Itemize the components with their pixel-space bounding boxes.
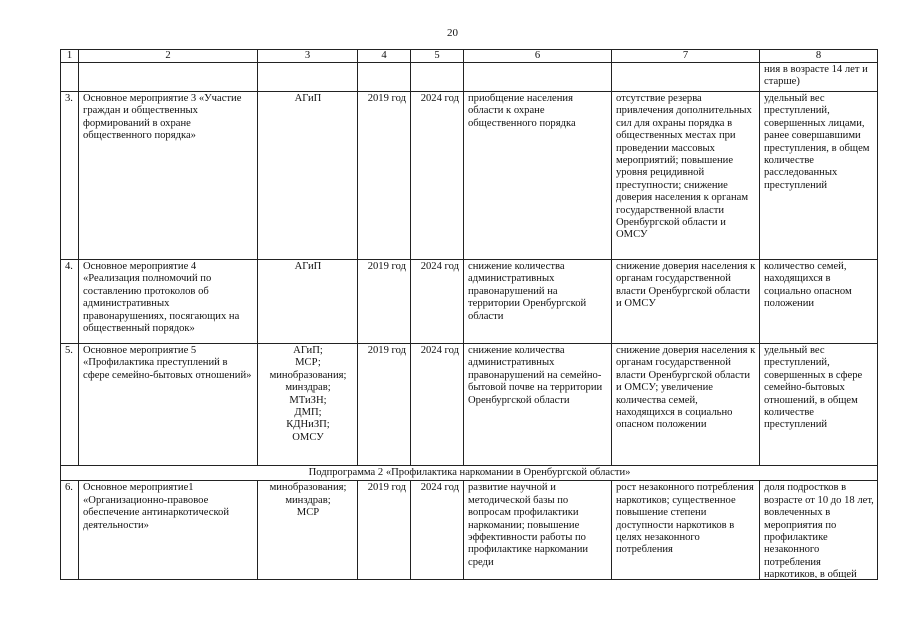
- start-year: 2019 год: [358, 344, 411, 466]
- column-header: 1: [61, 50, 79, 63]
- expected-result: снижение количества административных правонарушений на территории Оренбургской области: [464, 260, 612, 344]
- row-number: 6.: [61, 481, 79, 580]
- activities-table: [60, 49, 878, 580]
- executor: АГиП: [258, 92, 358, 260]
- activity-name: Основное мероприятие 3 «Участие граждан и общественных формирований в охране общественного порядка»: [79, 92, 258, 260]
- continuation-row: [61, 63, 878, 92]
- column-header: 5: [411, 50, 464, 63]
- expected-result: развитие научной и методической базы по вопросам профилактики наркомании; повышение эффективности работы по профилактике наркомании среди: [464, 481, 612, 580]
- start-year: 2019 год: [358, 260, 411, 344]
- indicator-cell: ния в возрасте 14 лет и старше): [760, 63, 878, 92]
- column-header: 6: [464, 50, 612, 63]
- consequences: снижение доверия населения к органам государственной власти Оренбургской области и ОМСУ; увеличение количества семей, находящихся в социально опасном положении: [612, 344, 760, 466]
- indicator: количество семей, находящихся в социально опасном положении: [760, 260, 878, 344]
- page-number: 20: [447, 27, 458, 39]
- column-number-row: [61, 50, 878, 63]
- executor: минобразования; минздрав; МСР: [258, 481, 358, 580]
- indicator: удельный вес преступлений, совершенных лицами, ранее совершавшими преступления, в общем количестве расследованных преступлений: [760, 92, 878, 260]
- column-header: 3: [258, 50, 358, 63]
- consequences: рост незаконного потребления наркотиков; существенное повышение степени доступности наркотиков в целях незаконного потребления: [612, 481, 760, 580]
- expected-result: снижение количества административных правонарушений на семейно-бытовой почве на территории Оренбургской области: [464, 344, 612, 466]
- table-row: [61, 481, 878, 580]
- row-number: 4.: [61, 260, 79, 344]
- indicator: доля подростков в возрасте от 10 до 18 лет, вовлеченных в мероприятия по профилактике незаконного потребления наркотиков, в общей: [760, 481, 878, 580]
- row-number: 5.: [61, 344, 79, 466]
- activity-name: Основное мероприятие1 «Организационно-правовое обеспечение антинаркотической деятельности»: [79, 481, 258, 580]
- end-year: 2024 год: [411, 481, 464, 580]
- activity-name: Основное мероприятие 4 «Реализация полномочий по составлению протоколов об административных правонарушениях, посягающих на общественный порядок»: [79, 260, 258, 344]
- end-year: 2024 год: [411, 344, 464, 466]
- consequences: снижение доверия населения к органам государственной власти Оренбургской области и ОМСУ: [612, 260, 760, 344]
- column-header: 7: [612, 50, 760, 63]
- executor: АГиП; МСР; минобразования; минздрав; МТиЗН; ДМП; КДНиЗП; ОМСУ: [258, 344, 358, 466]
- subprogram-title: Подпрограмма 2 «Профилактика наркомании в Оренбургской области»: [61, 466, 878, 481]
- table-row: [61, 92, 878, 260]
- consequences: отсутствие резерва привлечения дополнительных сил для охраны порядка в общественных местах при проведении массовых мероприятий; повышение уровня рецидивной преступности; снижение доверия населения к органам государственной власти Оренбургской области и ОМСУ: [612, 92, 760, 260]
- start-year: 2019 год: [358, 92, 411, 260]
- activity-name: Основное мероприятие 5 «Профилактика преступлений в сфере семейно-бытовых отношений»: [79, 344, 258, 466]
- column-header: 8: [760, 50, 878, 63]
- end-year: 2024 год: [411, 260, 464, 344]
- table-row: [61, 260, 878, 344]
- column-header: 4: [358, 50, 411, 63]
- indicator: удельный вес преступлений, совершенных в сфере семейно-бытовых отношений, в общем количестве преступлений: [760, 344, 878, 466]
- executor: АГиП: [258, 260, 358, 344]
- subprogram-row: [61, 466, 878, 481]
- start-year: 2019 год: [358, 481, 411, 580]
- column-header: 2: [79, 50, 258, 63]
- end-year: 2024 год: [411, 92, 464, 260]
- row-number: 3.: [61, 92, 79, 260]
- expected-result: приобщение населения области к охране общественного порядка: [464, 92, 612, 260]
- table-row: [61, 344, 878, 466]
